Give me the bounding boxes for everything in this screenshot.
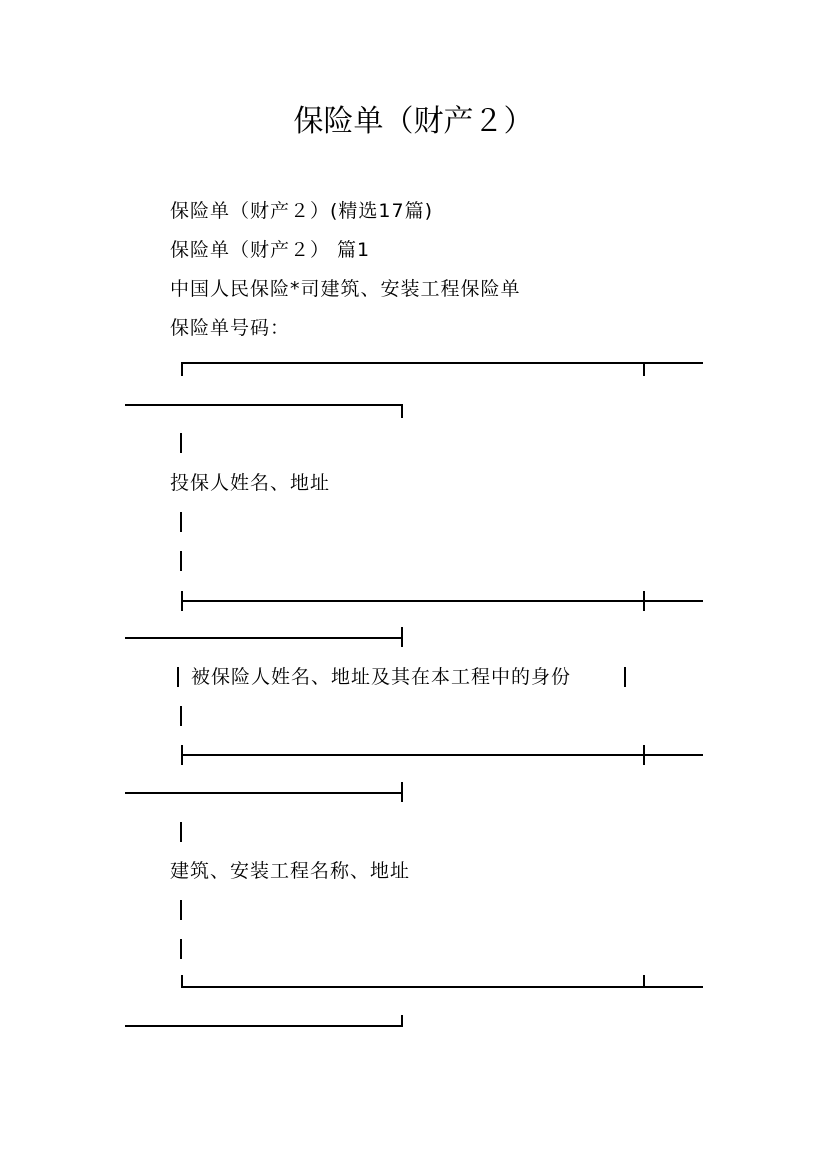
insured-applicant-label: 投保人姓名、地址: [170, 472, 331, 494]
table-cell-border: [180, 900, 182, 920]
table-cell-border: [180, 551, 182, 571]
table-cell-border: [180, 433, 182, 453]
insured-person-label: 被保险人姓名、地址及其在本工程中的身份: [191, 666, 572, 688]
table-cell-border: [180, 512, 182, 532]
table-cell-border: [180, 706, 182, 726]
document-title: 保险单（财产２）: [293, 104, 534, 139]
table-cell-border: [177, 667, 179, 687]
project-name-label: 建筑、安装工程名称、地址: [170, 860, 411, 882]
section-heading: 保险单（财产２） 篇1: [170, 239, 371, 261]
table-cell-border: [624, 667, 626, 687]
table-cell-border: [180, 939, 182, 959]
company-title: 中国人民保险*司建筑、安装工程保险单: [170, 278, 521, 300]
policy-number-label: 保险单号码：: [170, 317, 291, 339]
table-cell-border: [180, 822, 182, 842]
intro-line: 保险单（财产２）(精选17篇): [170, 200, 434, 222]
